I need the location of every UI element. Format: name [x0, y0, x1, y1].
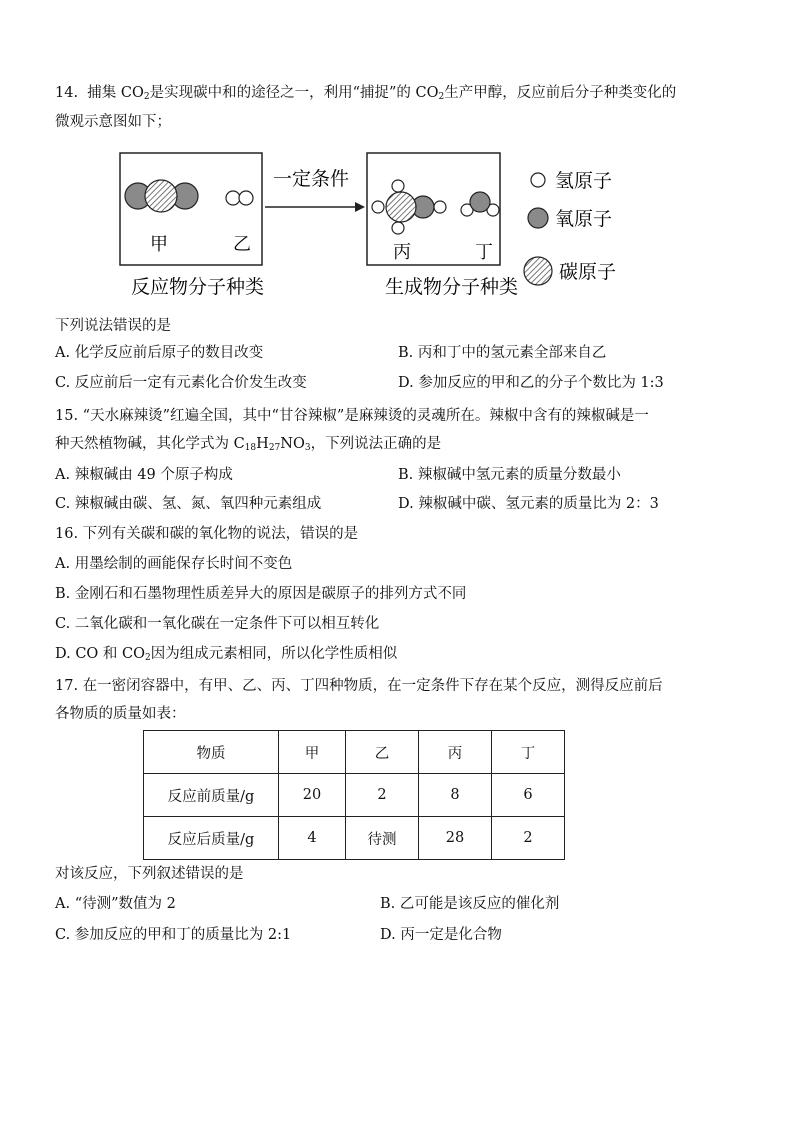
legend-hydrogen: 氢原子 [555, 170, 613, 192]
table-cell: 2 [492, 817, 565, 860]
legend-oxygen: 氧原子 [555, 208, 613, 230]
caption-products: 生成物分子种类 [385, 276, 519, 298]
q14-line2: 微观示意图如下； [55, 114, 171, 130]
q17-option-d: D. 丙一定是化合物 [380, 927, 502, 943]
q17-line1: 17. 在一密闭容器中，有甲、乙、丙、丁四种物质，在一定条件下存在某个反应，测得反应前后 [55, 678, 663, 694]
table-cell: 20 [279, 774, 346, 817]
hydrogen-atom [239, 191, 253, 205]
table-header-cell: 乙 [346, 731, 419, 774]
q15-line2: 种天然植物碱，其化学式为 $C_{18}H_{27}NO_3$，下列说法正确的是 [55, 436, 442, 453]
q17-line2: 各物质的质量如表： [55, 706, 186, 722]
table-cell: 反应后质量/g [144, 817, 279, 860]
carbon-atom [386, 192, 416, 222]
q14-option-d: D. 参加反应的甲和乙的分子个数比为 1:3 [398, 375, 664, 391]
table-cell: 待测 [346, 817, 419, 860]
table-row [144, 817, 565, 860]
molecule-diagram-svg [115, 150, 635, 310]
carbon-atom [145, 180, 177, 212]
hydrogen-atom [372, 201, 384, 213]
oxygen-atom [470, 192, 490, 212]
label-ding: 丁 [475, 242, 493, 263]
q16-option-b: B. 金刚石和石墨物理性质差异大的原因是碳原子的排列方式不同 [55, 586, 467, 602]
label-bing: 丙 [393, 242, 411, 263]
q16-option-d: D. CO 和 $CO_2$因为组成元素相同，所以化学性质相似 [55, 646, 398, 663]
q15-option-d: D. 辣椒碱中碳、氢元素的质量比为 2：3 [398, 496, 659, 512]
table-header-cell: 甲 [279, 731, 346, 774]
q15-line1: 15. “天水麻辣烫”红遍全国，其中“甘谷辣椒”是麻辣烫的灵魂所在。辣椒中含有的辣椒碱是一 [55, 408, 649, 424]
table-header-cell: 丁 [492, 731, 565, 774]
table-cell: 6 [492, 774, 565, 817]
table-row [144, 774, 565, 817]
q17-option-a: A. “待测”数值为 2 [55, 896, 176, 912]
arrow-label: 一定条件 [273, 168, 350, 190]
legend-carbon-icon [524, 257, 552, 285]
table-cell: 反应前质量/g [144, 774, 279, 817]
table-cell: 4 [279, 817, 346, 860]
q17-option-b: B. 乙可能是该反应的催化剂 [380, 896, 560, 912]
table-header-cell: 丙 [419, 731, 492, 774]
hydrogen-atom [226, 191, 240, 205]
legend-oxygen-icon [528, 208, 548, 228]
q17-prompt: 对该反应，下列叙述错误的是 [55, 866, 244, 882]
table-cell: 2 [346, 774, 419, 817]
hydrogen-atom [392, 180, 404, 192]
q15-option-a: A. 辣椒碱由 49 个原子构成 [55, 467, 233, 483]
q14-option-c: C. 反应前后一定有元素化合价发生改变 [55, 375, 307, 391]
label-yi: 乙 [233, 234, 251, 255]
mass-table [143, 730, 565, 860]
q15-option-b: B. 辣椒碱中氢元素的质量分数最小 [398, 467, 621, 483]
q16-line1: 16. 下列有关碳和碳的氧化物的说法，错误的是 [55, 526, 359, 542]
label-jia: 甲 [150, 234, 168, 255]
table-header-row [144, 731, 565, 774]
q15-option-c: C. 辣椒碱由碳、氢、氮、氧四种元素组成 [55, 496, 322, 512]
q14-option-a: A. 化学反应前后原子的数目改变 [55, 345, 264, 361]
legend-hydrogen-icon [531, 173, 545, 187]
q14-prompt: 下列说法错误的是 [55, 318, 171, 334]
table-cell: 8 [419, 774, 492, 817]
q17-option-c: C. 参加反应的甲和丁的质量比为 2:1 [55, 927, 292, 943]
hydrogen-atom [392, 222, 404, 234]
legend-carbon: 碳原子 [559, 261, 617, 283]
q14-line1: 14. 捕集 $CO_2$是实现碳中和的途径之一，利用“捕捉”的 $CO_2$生产甲醇，反应前后分子种类变化的 [55, 85, 677, 102]
q16-option-c: C. 二氧化碳和一氧化碳在一定条件下可以相互转化 [55, 616, 380, 632]
reaction-arrow-head [355, 202, 365, 212]
table-cell: 28 [419, 817, 492, 860]
caption-reactants: 反应物分子种类 [131, 276, 265, 298]
molecule-diagram [115, 150, 635, 310]
q14-option-b: B. 丙和丁中的氢元素全部来自乙 [398, 345, 607, 361]
hydrogen-atom [434, 201, 446, 213]
q16-option-a: A. 用墨绘制的画能保存长时间不变色 [55, 556, 293, 572]
table-header-cell: 物质 [144, 731, 279, 774]
